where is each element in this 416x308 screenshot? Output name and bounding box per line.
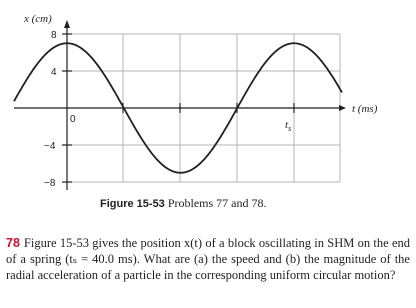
figure-label: Figure 15-53 [100,198,165,210]
y-tick-label-neg4: −4 [44,141,56,152]
y-axis-label: x (cm) [24,13,52,25]
origin-label: 0 [70,114,76,125]
y-tick-label-8: 8 [51,30,57,41]
x-axis-label: t (ms) [352,103,378,115]
problem-number: 78 [6,236,20,250]
x-axis-arrow [339,105,346,111]
figure-caption [100,196,266,211]
problem-78 [6,235,410,283]
y-tick-label-4: 4 [51,67,57,78]
y-tick-label-neg8: −8 [44,178,56,189]
problem-text: Figure 15-53 gives the position x(t) of a block oscillating in SHM on the end of a spring (tₛ = 40.0 ms). What are (a) the speed and (b) the magnitude of the radial acceleration of a particle in the corresponding uniform circular motion? [6,236,410,282]
axes [14,24,342,190]
ts-subscript: s [288,124,292,133]
y-axis-arrow [64,20,70,28]
ts-label: $t_s$ [285,119,292,133]
figure-caption-text: Problems 77 and 78. [164,196,267,210]
